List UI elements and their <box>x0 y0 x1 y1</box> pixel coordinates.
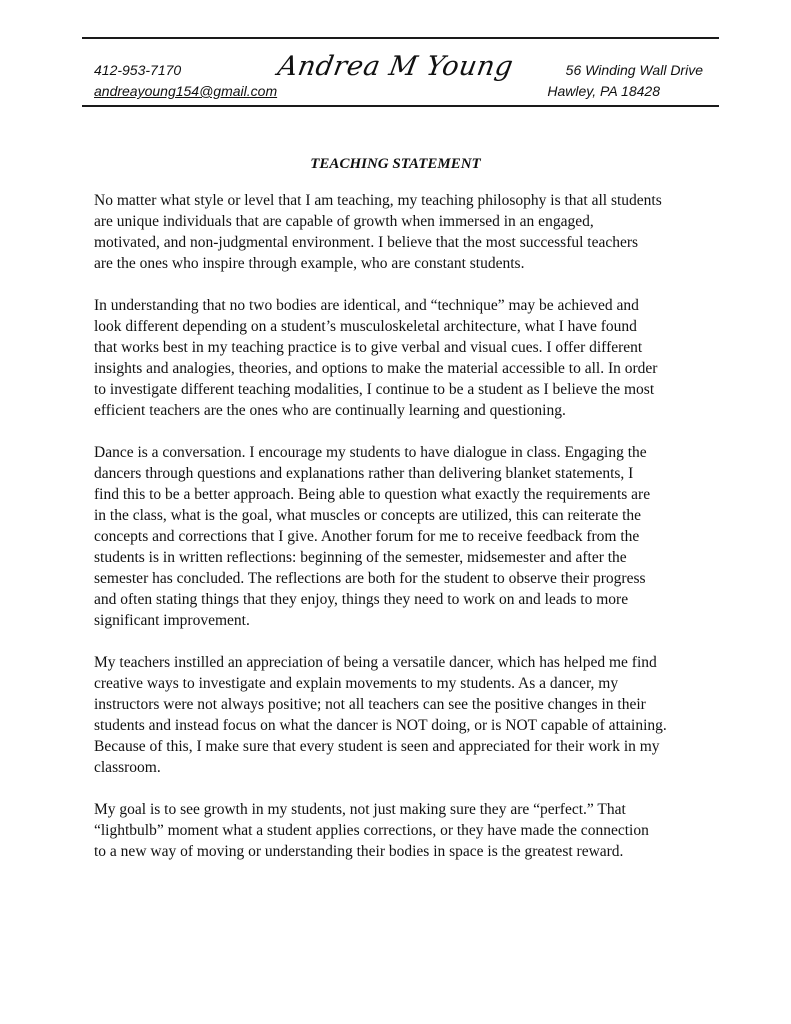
document-body <box>94 190 714 883</box>
paragraph-line: My goal is to see growth in my students, not just making sure they are “perfect.” That <box>94 801 626 818</box>
paragraph-line: dancers through questions and explanations rather than delivering blanket statements, I <box>94 465 634 482</box>
paragraph-line: students is in written reflections: beginning of the semester, midsemester and after the <box>94 549 627 566</box>
paragraph-line: that works best in my teaching practice is to give verbal and visual cues. I offer different <box>94 339 643 356</box>
paragraph-line: are unique individuals that are capable of growth when immersed in an engaged, <box>94 213 594 230</box>
header-city-state-zip: Hawley, PA 18428 <box>547 83 660 99</box>
header-name: Andrea M Young <box>275 51 516 82</box>
paragraph <box>94 799 714 862</box>
paragraph-line: My teachers instilled an appreciation of being a versatile dancer, which has helped me find <box>94 654 657 671</box>
paragraph <box>94 442 714 631</box>
paragraph-line: No matter what style or level that I am teaching, my teaching philosophy is that all students <box>94 192 662 209</box>
paragraph-line: find this to be a better approach. Being able to question what exactly the requirements are <box>94 486 651 503</box>
paragraph-line: Dance is a conversation. I encourage my students to have dialogue in class. Engaging the <box>94 444 647 461</box>
paragraph-line: creative ways to investigate and explain movements to my students. As a dancer, my <box>94 675 619 692</box>
paragraph <box>94 295 714 421</box>
paragraph-line: students and instead focus on what the dancer is NOT doing, or is NOT capable of attaining. <box>94 717 667 734</box>
header-phone: 412-953-7170 <box>94 62 182 78</box>
paragraph-line: are the ones who inspire through example, who are constant students. <box>94 255 525 272</box>
paragraph-line: “lightbulb” moment what a student applies corrections, or they have made the connection <box>94 822 649 839</box>
header-top-rule <box>82 37 719 39</box>
document-title: TEACHING STATEMENT <box>310 156 481 172</box>
paragraph-line: Because of this, I make sure that every student is seen and appreciated for their work in my <box>94 738 660 755</box>
header-bottom-rule <box>82 105 719 107</box>
paragraph-line: motivated, and non-judgmental environment. I believe that the most successful teachers <box>94 234 639 251</box>
paragraph-line: in the class, what is the goal, what muscles or concepts are utilized, this can reiterate the <box>94 507 642 524</box>
paragraph-line: significant improvement. <box>94 612 250 629</box>
paragraph-line: instructors were not always positive; not all teachers can see the positive changes in their <box>94 696 646 713</box>
header-street-address: 56 Winding Wall Drive <box>565 62 703 78</box>
paragraph-line: look different depending on a student’s musculoskeletal architecture, what I have found <box>94 318 637 335</box>
paragraph <box>94 190 714 274</box>
header-email[interactable]: andreayoung154@gmail.com <box>94 83 278 99</box>
paragraph-line: insights and analogies, theories, and options to make the material accessible to all. In order <box>94 360 658 377</box>
paragraph-line: efficient teachers are the ones who are continually learning and questioning. <box>94 402 566 419</box>
paragraph-line: and often stating things that they enjoy, things they need to work on and leads to more <box>94 591 629 608</box>
paragraph-line: In understanding that no two bodies are identical, and “technique” may be achieved and <box>94 297 639 314</box>
paragraph-line: classroom. <box>94 759 161 776</box>
paragraph-line: to a new way of moving or understanding their bodies in space is the greatest reward. <box>94 843 624 860</box>
paragraph-line: to investigate different teaching modalities, I continue to be a student as I believe the most <box>94 381 655 398</box>
paragraph-line: concepts and corrections that I give. Another forum for me to receive feedback from the <box>94 528 640 545</box>
paragraph <box>94 652 714 778</box>
paragraph-line: semester has concluded. The reflections are both for the student to observe their progress <box>94 570 646 587</box>
